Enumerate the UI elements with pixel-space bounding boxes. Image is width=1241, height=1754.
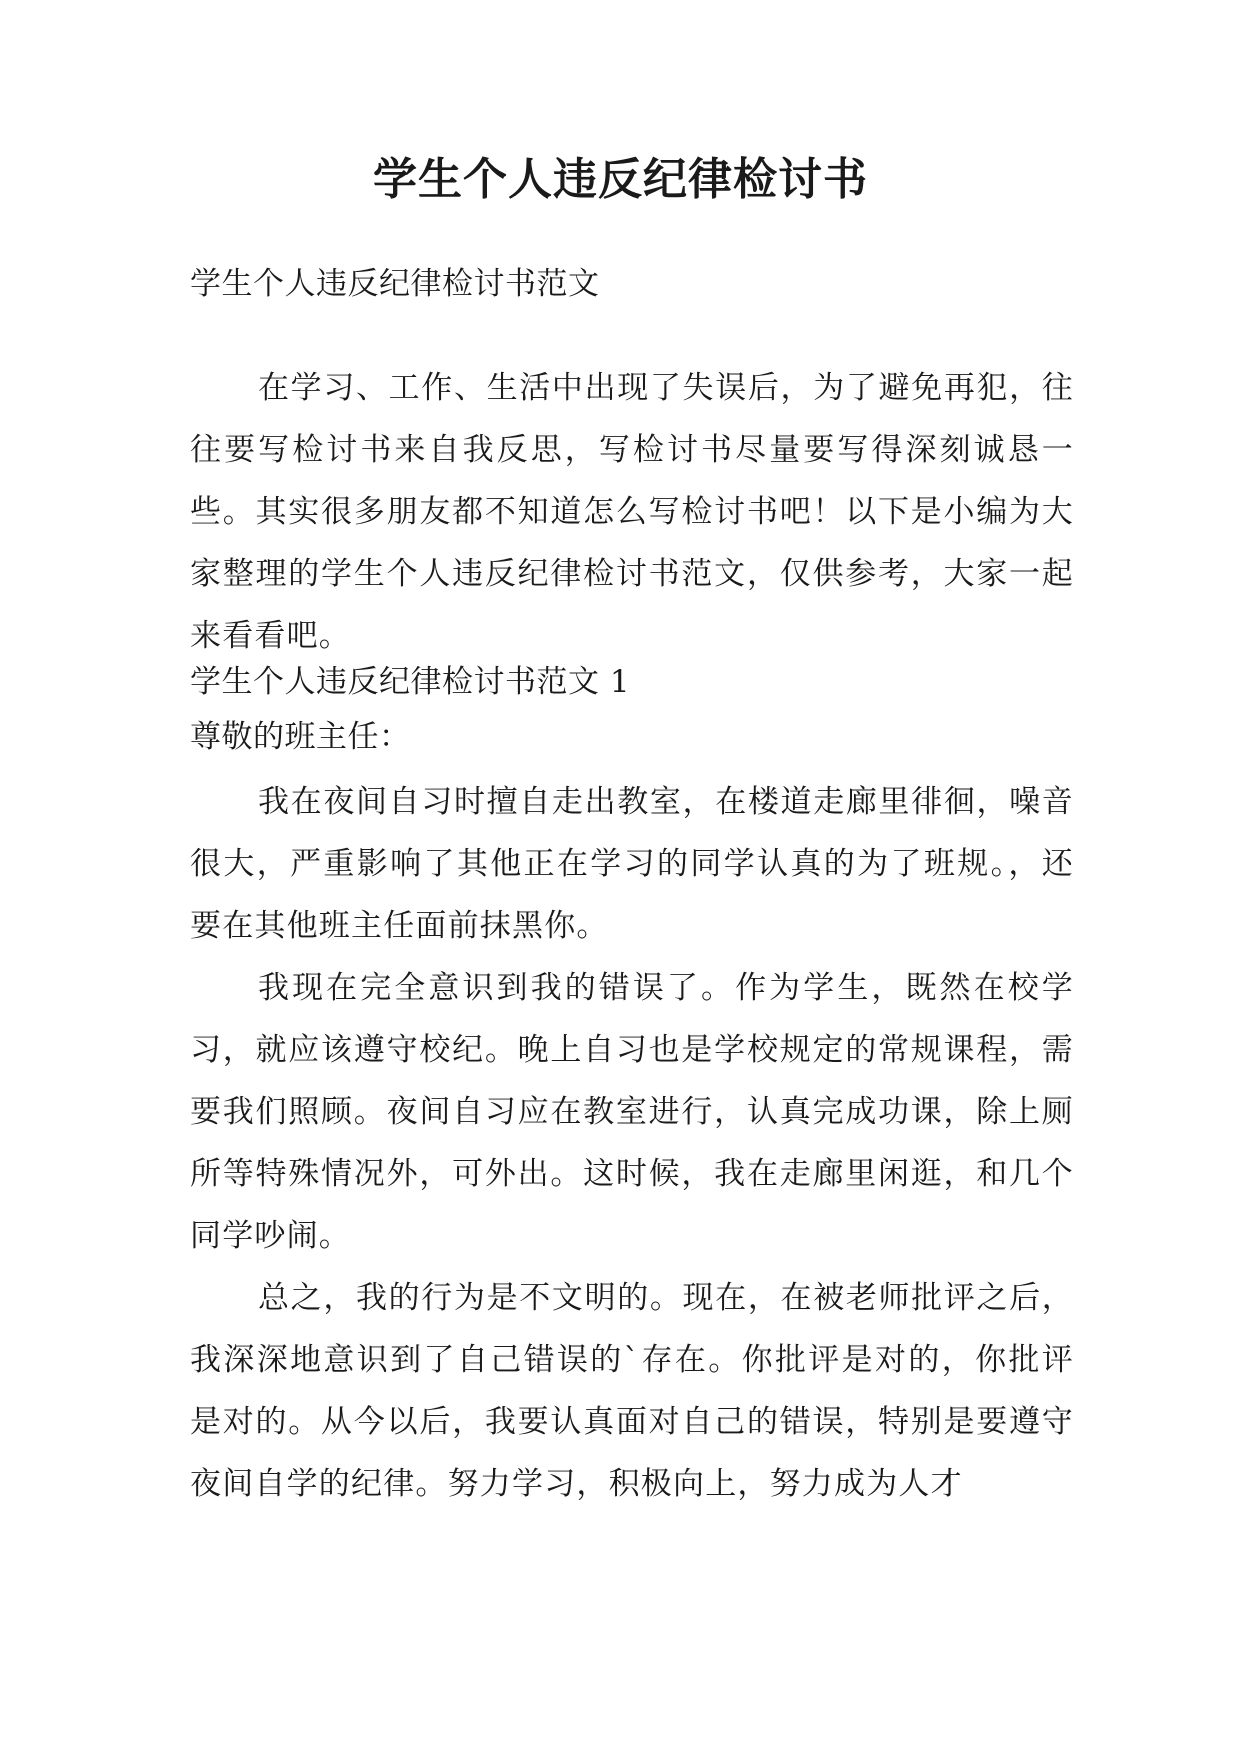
document-title: 学生个人违反纪律检讨书	[373, 154, 868, 205]
body-paragraph: 总之，我的行为是不文明的。现在，在被老师批评之后，我深深地意识到了自己错误的`存在。你批评是对的，你批评是对的。从今以后，我要认真面对自己的错误，特别是要遵守夜间自学的纪律。努力学习，积极向上，努力成为人才	[190, 1280, 1074, 1502]
document-subtitle: 学生个人违反纪律检讨书范文	[190, 266, 600, 302]
section-heading: 学生个人违反纪律检讨书范文 1	[190, 664, 631, 700]
intro-paragraph: 在学习、工作、生活中出现了失误后，为了避免再犯，往往要写检讨书来自我反思，写检讨书尽量要写得深刻诚恳一些。其实很多朋友都不知道怎么写检讨书吧！以下是小编为大家整理的学生个人违反纪律检讨书范文，仅供参考，大家一起来看看吧。	[190, 370, 1074, 654]
salutation: 尊敬的班主任：	[190, 719, 411, 755]
body-paragraph: 我现在完全意识到我的错误了。作为学生，既然在校学习，就应该遵守校纪。晚上自习也是学校规定的常规课程，需要我们照顾。夜间自习应在教室进行，认真完成功课，除上厕所等特殊情况外，可外出。这时候，我在走廊里闲逛，和几个同学吵闹。	[190, 970, 1074, 1254]
body-paragraph: 我在夜间自习时擅自走出教室，在楼道走廊里徘徊，噪音很大，严重影响了其他正在学习的同学认真的为了班规。，还要在其他班主任面前抹黑你。	[190, 784, 1074, 944]
